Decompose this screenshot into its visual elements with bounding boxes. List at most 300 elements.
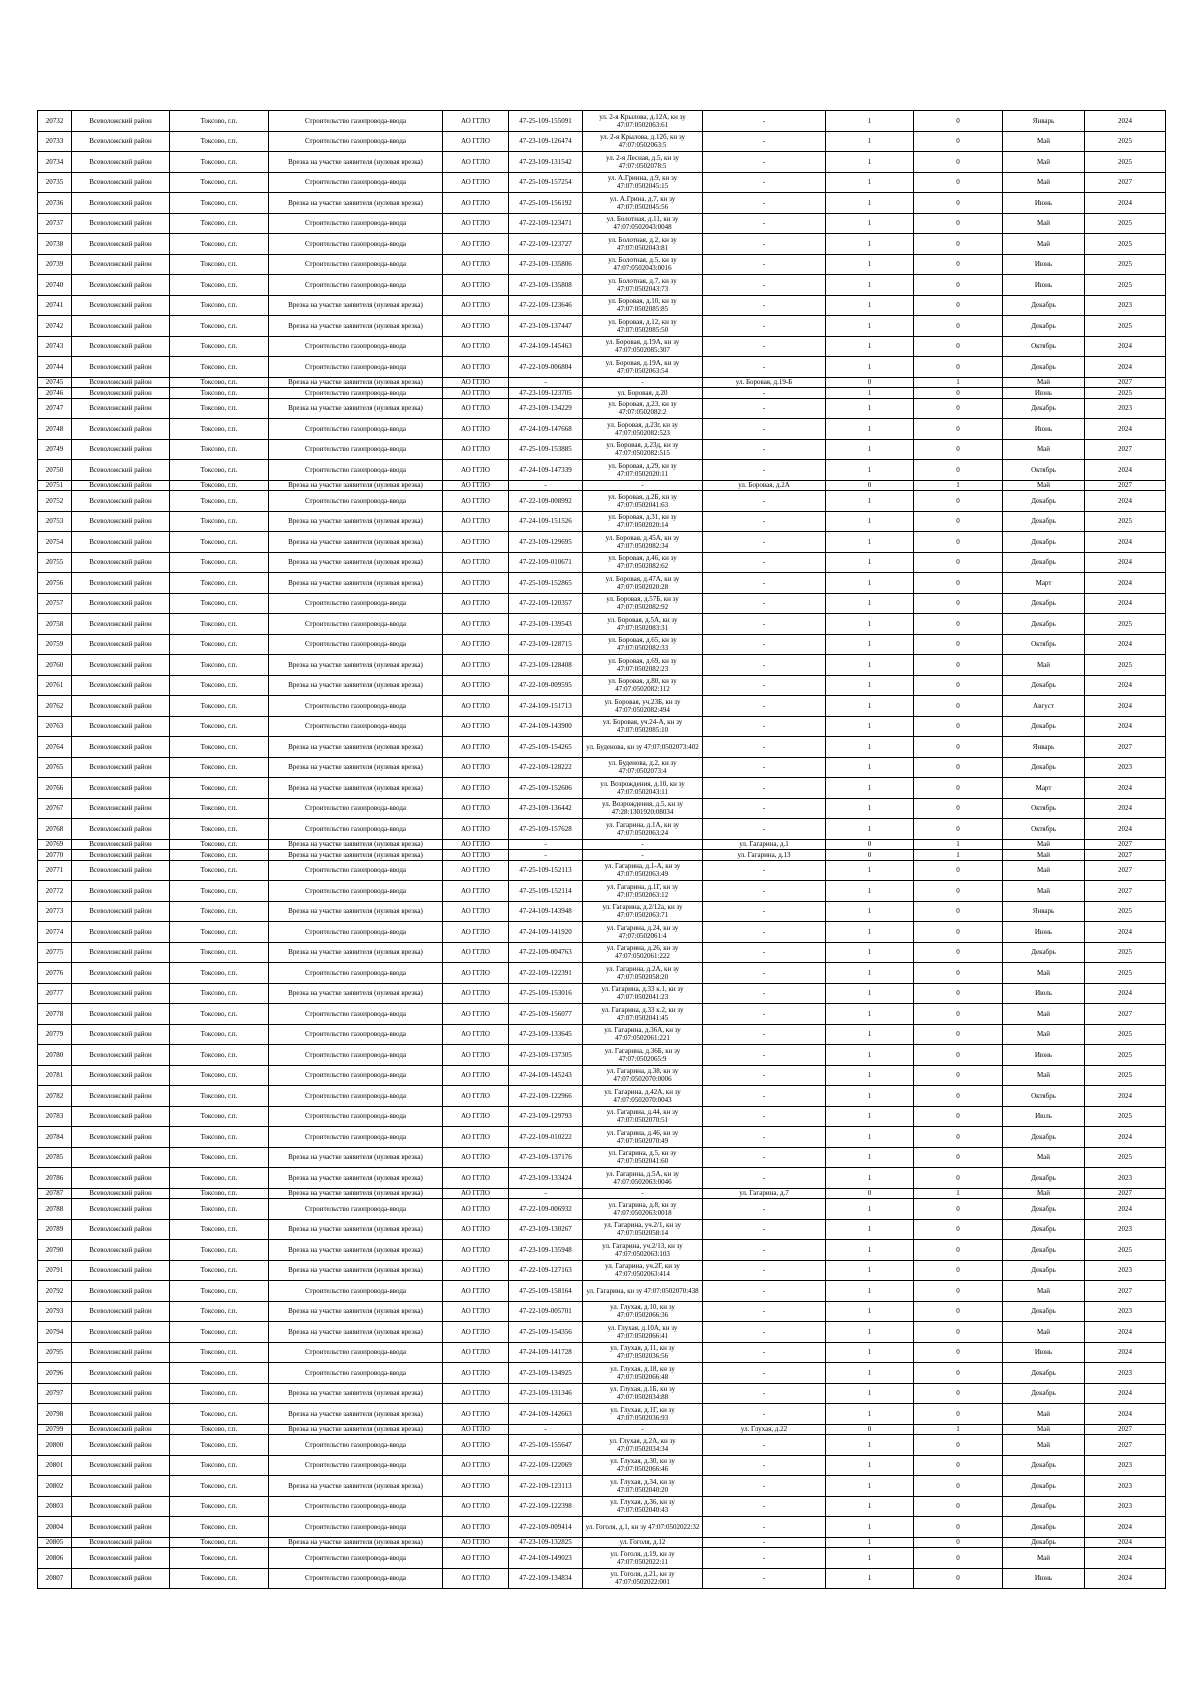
month-cell: Декабрь bbox=[1003, 1517, 1085, 1538]
address-cell: - bbox=[703, 1127, 826, 1148]
row-number: 20803 bbox=[38, 1496, 72, 1517]
work-type-cell: Строительство газопровода-ввода bbox=[269, 1106, 443, 1127]
operator-cell: АО ГГЛО bbox=[443, 942, 509, 963]
year-cell: 2023 bbox=[1085, 1168, 1166, 1189]
row-number: 20797 bbox=[38, 1383, 72, 1404]
district-cell: Всеволожский район bbox=[72, 593, 170, 614]
district-cell: Всеволожский район bbox=[72, 491, 170, 512]
month-cell: Май bbox=[1003, 1147, 1085, 1168]
settlement-cell: Токсово, г.п. bbox=[170, 1188, 269, 1199]
row-number: 20756 bbox=[38, 573, 72, 594]
operator-cell: АО ГГЛО bbox=[443, 377, 509, 388]
address-cell: - bbox=[703, 634, 826, 655]
settlement-cell: Токсово, г.п. bbox=[170, 860, 269, 881]
operator-cell: АО ГГЛО bbox=[443, 1188, 509, 1199]
settlement-cell: Токсово, г.п. bbox=[170, 111, 269, 132]
month-cell: Май bbox=[1003, 850, 1085, 861]
application-number-cell: 47-22-109-123646 bbox=[509, 295, 583, 316]
table-row bbox=[38, 419, 1166, 440]
count-b-cell: 0 bbox=[914, 1168, 1003, 1189]
district-cell: Всеволожский район bbox=[72, 275, 170, 296]
table-row bbox=[38, 1240, 1166, 1261]
cadastral-address-cell: ул. Гагарина, уч.2Г, кн зу 47:07:0502063:414 bbox=[583, 1260, 703, 1281]
work-type-cell: Врезка на участке заявителя (нулевая врезка) bbox=[269, 757, 443, 778]
count-a-cell: 1 bbox=[826, 881, 914, 902]
address-cell: - bbox=[703, 511, 826, 532]
row-number: 20775 bbox=[38, 942, 72, 963]
address-cell: - bbox=[703, 419, 826, 440]
application-number-cell: 47-22-109-123727 bbox=[509, 234, 583, 255]
application-number-cell: - bbox=[509, 1188, 583, 1199]
district-cell: Всеволожский район bbox=[72, 1517, 170, 1538]
application-number-cell: 47-25-109-157254 bbox=[509, 172, 583, 193]
address-cell: - bbox=[703, 275, 826, 296]
cadastral-address-cell: ул. Глухая, д.2А, кн зу 47:07:0502034:34 bbox=[583, 1435, 703, 1456]
year-cell: 2024 bbox=[1085, 1322, 1166, 1343]
application-number-cell: 47-23-109-134925 bbox=[509, 1363, 583, 1384]
count-a-cell: 1 bbox=[826, 1127, 914, 1148]
settlement-cell: Токсово, г.п. bbox=[170, 963, 269, 984]
cadastral-address-cell: ул. Гагарина, уч.2/13, кн зу 47:07:0502063:103 bbox=[583, 1240, 703, 1261]
operator-cell: АО ГГЛО bbox=[443, 1045, 509, 1066]
application-number-cell: 47-22-109-127163 bbox=[509, 1260, 583, 1281]
cadastral-address-cell: ул. Гагарина, д.8, кн зу 47:07:0502063:0018 bbox=[583, 1199, 703, 1220]
table-row bbox=[38, 480, 1166, 491]
settlement-cell: Токсово, г.п. bbox=[170, 1476, 269, 1497]
work-type-cell: Строительство газопровода-ввода bbox=[269, 634, 443, 655]
count-b-cell: 0 bbox=[914, 388, 1003, 399]
count-b-cell: 0 bbox=[914, 357, 1003, 378]
work-type-cell: Врезка на участке заявителя (нулевая врезка) bbox=[269, 511, 443, 532]
operator-cell: АО ГГЛО bbox=[443, 1383, 509, 1404]
operator-cell: АО ГГЛО bbox=[443, 213, 509, 234]
settlement-cell: Токсово, г.п. bbox=[170, 942, 269, 963]
work-type-cell: Строительство газопровода-ввода bbox=[269, 491, 443, 512]
settlement-cell: Токсово, г.п. bbox=[170, 716, 269, 737]
operator-cell: АО ГГЛО bbox=[443, 1496, 509, 1517]
application-number-cell: 47-22-109-010671 bbox=[509, 552, 583, 573]
application-number-cell: 47-23-109-126474 bbox=[509, 131, 583, 152]
table-row bbox=[38, 1024, 1166, 1045]
cadastral-address-cell: ул. Гагарина, д.1А, кн зу 47:07:0502063:24 bbox=[583, 819, 703, 840]
operator-cell: АО ГГЛО bbox=[443, 357, 509, 378]
address-cell: - bbox=[703, 172, 826, 193]
operator-cell: АО ГГЛО bbox=[443, 1363, 509, 1384]
month-cell: Май bbox=[1003, 1435, 1085, 1456]
count-a-cell: 1 bbox=[826, 316, 914, 337]
application-number-cell: 47-22-109-120357 bbox=[509, 593, 583, 614]
count-a-cell: 1 bbox=[826, 254, 914, 275]
district-cell: Всеволожский район bbox=[72, 839, 170, 850]
settlement-cell: Токсово, г.п. bbox=[170, 1424, 269, 1435]
address-cell: ул. Глухая, д.22 bbox=[703, 1424, 826, 1435]
table-row bbox=[38, 1004, 1166, 1025]
address-cell: - bbox=[703, 532, 826, 553]
settlement-cell: Токсово, г.п. bbox=[170, 839, 269, 850]
work-type-cell: Врезка на участке заявителя (нулевая врезка) bbox=[269, 532, 443, 553]
count-b-cell: 0 bbox=[914, 336, 1003, 357]
settlement-cell: Токсово, г.п. bbox=[170, 388, 269, 399]
operator-cell: АО ГГЛО bbox=[443, 1435, 509, 1456]
cadastral-address-cell: ул. Гагарина, д.38, кн зу 47:07:0502070:0006 bbox=[583, 1065, 703, 1086]
work-type-cell: Строительство газопровода-ввода bbox=[269, 860, 443, 881]
month-cell: Январь bbox=[1003, 901, 1085, 922]
settlement-cell: Токсово, г.п. bbox=[170, 1455, 269, 1476]
table-row bbox=[38, 1127, 1166, 1148]
year-cell: 2024 bbox=[1085, 1199, 1166, 1220]
cadastral-address-cell: ул. Боровая, д.23, кн зу 47:07:0502082:2 bbox=[583, 398, 703, 419]
year-cell: 2023 bbox=[1085, 1260, 1166, 1281]
count-b-cell: 0 bbox=[914, 1260, 1003, 1281]
address-cell: - bbox=[703, 388, 826, 399]
work-type-cell: Врезка на участке заявителя (нулевая врезка) bbox=[269, 295, 443, 316]
month-cell: Июль bbox=[1003, 983, 1085, 1004]
operator-cell: АО ГГЛО bbox=[443, 1281, 509, 1302]
address-cell: - bbox=[703, 1024, 826, 1045]
address-cell: - bbox=[703, 737, 826, 758]
application-number-cell: 47-22-109-010222 bbox=[509, 1127, 583, 1148]
row-number: 20734 bbox=[38, 152, 72, 173]
work-type-cell: Строительство газопровода-ввода bbox=[269, 1548, 443, 1569]
settlement-cell: Токсово, г.п. bbox=[170, 491, 269, 512]
settlement-cell: Токсово, г.п. bbox=[170, 1260, 269, 1281]
application-number-cell: 47-25-109-155647 bbox=[509, 1435, 583, 1456]
table-row bbox=[38, 942, 1166, 963]
address-cell: - bbox=[703, 1219, 826, 1240]
cadastral-address-cell: ул. Гагарина, д.33 к.2, кн зу 47:07:0502041:45 bbox=[583, 1004, 703, 1025]
settlement-cell: Токсово, г.п. bbox=[170, 1199, 269, 1220]
settlement-cell: Токсово, г.п. bbox=[170, 275, 269, 296]
settlement-cell: Токсово, г.п. bbox=[170, 778, 269, 799]
row-number: 20772 bbox=[38, 881, 72, 902]
operator-cell: АО ГГЛО bbox=[443, 1127, 509, 1148]
cadastral-address-cell: ул. Боровая, д.80, кн зу 47:07:0502082:112 bbox=[583, 675, 703, 696]
row-number: 20738 bbox=[38, 234, 72, 255]
address-cell: - bbox=[703, 316, 826, 337]
year-cell: 2025 bbox=[1085, 1240, 1166, 1261]
operator-cell: АО ГГЛО bbox=[443, 839, 509, 850]
table-row bbox=[38, 737, 1166, 758]
operator-cell: АО ГГЛО bbox=[443, 963, 509, 984]
address-cell: - bbox=[703, 1281, 826, 1302]
operator-cell: АО ГГЛО bbox=[443, 860, 509, 881]
operator-cell: АО ГГЛО bbox=[443, 295, 509, 316]
count-b-cell: 0 bbox=[914, 573, 1003, 594]
address-cell: - bbox=[703, 193, 826, 214]
count-a-cell: 1 bbox=[826, 111, 914, 132]
application-number-cell: 47-23-109-135806 bbox=[509, 254, 583, 275]
month-cell: Декабрь bbox=[1003, 1537, 1085, 1548]
settlement-cell: Токсово, г.п. bbox=[170, 1322, 269, 1343]
cadastral-address-cell: ул. Гагарина, д.44, кн зу 47:07:0502070:51 bbox=[583, 1106, 703, 1127]
settlement-cell: Токсово, г.п. bbox=[170, 1219, 269, 1240]
count-b-cell: 0 bbox=[914, 1404, 1003, 1425]
work-type-cell: Врезка на участке заявителя (нулевая врезка) bbox=[269, 901, 443, 922]
month-cell: Декабрь bbox=[1003, 295, 1085, 316]
district-cell: Всеволожский район bbox=[72, 778, 170, 799]
count-b-cell: 0 bbox=[914, 172, 1003, 193]
cadastral-address-cell: ул. Болотная, д.2, кн зу 47:07:0502043:81 bbox=[583, 234, 703, 255]
settlement-cell: Токсово, г.п. bbox=[170, 1404, 269, 1425]
count-b-cell: 1 bbox=[914, 480, 1003, 491]
application-number-cell: 47-23-109-136442 bbox=[509, 798, 583, 819]
year-cell: 2024 bbox=[1085, 111, 1166, 132]
operator-cell: АО ГГЛО bbox=[443, 1517, 509, 1538]
work-type-cell: Строительство газопровода-ввода bbox=[269, 1281, 443, 1302]
year-cell: 2023 bbox=[1085, 1496, 1166, 1517]
count-a-cell: 1 bbox=[826, 1342, 914, 1363]
count-b-cell: 0 bbox=[914, 295, 1003, 316]
row-number: 20800 bbox=[38, 1435, 72, 1456]
operator-cell: АО ГГЛО bbox=[443, 573, 509, 594]
operator-cell: АО ГГЛО bbox=[443, 696, 509, 717]
district-cell: Всеволожский район bbox=[72, 532, 170, 553]
row-number: 20783 bbox=[38, 1106, 72, 1127]
count-a-cell: 1 bbox=[826, 1548, 914, 1569]
row-number: 20748 bbox=[38, 419, 72, 440]
year-cell: 2024 bbox=[1085, 532, 1166, 553]
cadastral-address-cell: ул. Гагарина, д.2А, кн зу 47:07:0502058:20 bbox=[583, 963, 703, 984]
count-b-cell: 0 bbox=[914, 1322, 1003, 1343]
cadastral-address-cell: ул. Боровая, д.31, кн зу 47:07:0502020:14 bbox=[583, 511, 703, 532]
count-a-cell: 1 bbox=[826, 1568, 914, 1589]
settlement-cell: Токсово, г.п. bbox=[170, 511, 269, 532]
month-cell: Декабрь bbox=[1003, 1301, 1085, 1322]
operator-cell: АО ГГЛО bbox=[443, 850, 509, 861]
operator-cell: АО ГГЛО bbox=[443, 1322, 509, 1343]
count-b-cell: 0 bbox=[914, 1301, 1003, 1322]
count-a-cell: 1 bbox=[826, 696, 914, 717]
year-cell: 2024 bbox=[1085, 336, 1166, 357]
operator-cell: АО ГГЛО bbox=[443, 234, 509, 255]
application-number-cell: 47-24-109-143948 bbox=[509, 901, 583, 922]
work-type-cell: Строительство газопровода-ввода bbox=[269, 1199, 443, 1220]
row-number: 20799 bbox=[38, 1424, 72, 1435]
district-cell: Всеволожский район bbox=[72, 1168, 170, 1189]
month-cell: Август bbox=[1003, 696, 1085, 717]
address-cell: - bbox=[703, 1404, 826, 1425]
count-a-cell: 1 bbox=[826, 614, 914, 635]
count-a-cell: 1 bbox=[826, 573, 914, 594]
count-a-cell: 1 bbox=[826, 1496, 914, 1517]
settlement-cell: Токсово, г.п. bbox=[170, 377, 269, 388]
count-b-cell: 0 bbox=[914, 1127, 1003, 1148]
count-b-cell: 0 bbox=[914, 1496, 1003, 1517]
year-cell: 2024 bbox=[1085, 778, 1166, 799]
work-type-cell: Врезка на участке заявителя (нулевая врезка) bbox=[269, 193, 443, 214]
district-cell: Всеволожский район bbox=[72, 819, 170, 840]
month-cell: Май bbox=[1003, 152, 1085, 173]
table-row bbox=[38, 696, 1166, 717]
work-type-cell: Врезка на участке заявителя (нулевая врезка) bbox=[269, 552, 443, 573]
month-cell: Декабрь bbox=[1003, 1260, 1085, 1281]
settlement-cell: Токсово, г.п. bbox=[170, 1045, 269, 1066]
operator-cell: АО ГГЛО bbox=[443, 1548, 509, 1569]
count-b-cell: 0 bbox=[914, 634, 1003, 655]
row-number: 20779 bbox=[38, 1024, 72, 1045]
table-row bbox=[38, 1455, 1166, 1476]
work-type-cell: Врезка на участке заявителя (нулевая врезка) bbox=[269, 152, 443, 173]
settlement-cell: Токсово, г.п. bbox=[170, 983, 269, 1004]
row-number: 20786 bbox=[38, 1168, 72, 1189]
row-number: 20736 bbox=[38, 193, 72, 214]
application-number-cell: 47-24-109-141920 bbox=[509, 922, 583, 943]
operator-cell: АО ГГЛО bbox=[443, 1065, 509, 1086]
address-cell: - bbox=[703, 1147, 826, 1168]
row-number: 20733 bbox=[38, 131, 72, 152]
address-cell: ул. Гагарина, д.13 bbox=[703, 850, 826, 861]
operator-cell: АО ГГЛО bbox=[443, 1004, 509, 1025]
count-a-cell: 1 bbox=[826, 675, 914, 696]
count-b-cell: 0 bbox=[914, 593, 1003, 614]
count-b-cell: 0 bbox=[914, 675, 1003, 696]
application-number-cell: - bbox=[509, 480, 583, 491]
settlement-cell: Токсово, г.п. bbox=[170, 757, 269, 778]
settlement-cell: Токсово, г.п. bbox=[170, 1086, 269, 1107]
district-cell: Всеволожский район bbox=[72, 1435, 170, 1456]
table-row bbox=[38, 922, 1166, 943]
work-type-cell: Врезка на участке заявителя (нулевая врезка) bbox=[269, 573, 443, 594]
district-cell: Всеволожский район bbox=[72, 922, 170, 943]
year-cell: 2023 bbox=[1085, 1476, 1166, 1497]
cadastral-address-cell: ул. Болотная, д.5, кн зу 47:07:0502043:0016 bbox=[583, 254, 703, 275]
table-row bbox=[38, 172, 1166, 193]
year-cell: 2027 bbox=[1085, 377, 1166, 388]
cadastral-address-cell: - bbox=[583, 480, 703, 491]
settlement-cell: Токсово, г.п. bbox=[170, 881, 269, 902]
year-cell: 2024 bbox=[1085, 460, 1166, 481]
address-cell: - bbox=[703, 439, 826, 460]
count-a-cell: 1 bbox=[826, 942, 914, 963]
address-cell: - bbox=[703, 593, 826, 614]
cadastral-address-cell: ул. Боровая, д.29, кн зу 47:07:0502020:11 bbox=[583, 460, 703, 481]
table-row bbox=[38, 1363, 1166, 1384]
application-number-cell: 47-22-109-009414 bbox=[509, 1517, 583, 1538]
count-a-cell: 1 bbox=[826, 922, 914, 943]
district-cell: Всеволожский район bbox=[72, 1045, 170, 1066]
count-b-cell: 0 bbox=[914, 716, 1003, 737]
cadastral-address-cell: ул. А.Гринна, д.9, кн зу 47:07:0502045:15 bbox=[583, 172, 703, 193]
settlement-cell: Токсово, г.п. bbox=[170, 1342, 269, 1363]
operator-cell: АО ГГЛО bbox=[443, 552, 509, 573]
row-number: 20755 bbox=[38, 552, 72, 573]
year-cell: 2025 bbox=[1085, 1065, 1166, 1086]
year-cell: 2027 bbox=[1085, 480, 1166, 491]
month-cell: Май bbox=[1003, 377, 1085, 388]
settlement-cell: Токсово, г.п. bbox=[170, 1548, 269, 1569]
work-type-cell: Строительство газопровода-ввода bbox=[269, 1435, 443, 1456]
district-cell: Всеволожский район bbox=[72, 983, 170, 1004]
year-cell: 2024 bbox=[1085, 1383, 1166, 1404]
application-number-cell: 47-23-109-123705 bbox=[509, 388, 583, 399]
year-cell: 2023 bbox=[1085, 757, 1166, 778]
table-row bbox=[38, 1548, 1166, 1569]
month-cell: Июнь bbox=[1003, 1045, 1085, 1066]
work-type-cell: Строительство газопровода-ввода bbox=[269, 419, 443, 440]
operator-cell: АО ГГЛО bbox=[443, 983, 509, 1004]
year-cell: 2025 bbox=[1085, 511, 1166, 532]
count-b-cell: 0 bbox=[914, 1199, 1003, 1220]
table-row bbox=[38, 839, 1166, 850]
application-number-cell: 47-22-109-122398 bbox=[509, 1496, 583, 1517]
count-b-cell: 0 bbox=[914, 1548, 1003, 1569]
work-type-cell: Строительство газопровода-ввода bbox=[269, 111, 443, 132]
count-a-cell: 1 bbox=[826, 1147, 914, 1168]
cadastral-address-cell: - bbox=[583, 839, 703, 850]
settlement-cell: Токсово, г.п. bbox=[170, 1127, 269, 1148]
district-cell: Всеволожский район bbox=[72, 901, 170, 922]
count-b-cell: 0 bbox=[914, 1476, 1003, 1497]
work-type-cell: Врезка на участке заявителя (нулевая врезка) bbox=[269, 1240, 443, 1261]
cadastral-address-cell: ул. Гагарина, д.5А, кн зу 47:07:0502063:0046 bbox=[583, 1168, 703, 1189]
year-cell: 2024 bbox=[1085, 1404, 1166, 1425]
address-cell: - bbox=[703, 675, 826, 696]
row-number: 20758 bbox=[38, 614, 72, 635]
year-cell: 2023 bbox=[1085, 1363, 1166, 1384]
year-cell: 2027 bbox=[1085, 439, 1166, 460]
work-type-cell: Врезка на участке заявителя (нулевая врезка) bbox=[269, 778, 443, 799]
work-type-cell: Врезка на участке заявителя (нулевая врезка) bbox=[269, 1404, 443, 1425]
count-a-cell: 1 bbox=[826, 1435, 914, 1456]
settlement-cell: Токсово, г.п. bbox=[170, 1568, 269, 1589]
year-cell: 2023 bbox=[1085, 295, 1166, 316]
address-cell: - bbox=[703, 295, 826, 316]
month-cell: Май bbox=[1003, 439, 1085, 460]
operator-cell: АО ГГЛО bbox=[443, 634, 509, 655]
count-a-cell: 1 bbox=[826, 1199, 914, 1220]
address-cell: - bbox=[703, 1455, 826, 1476]
row-number: 20795 bbox=[38, 1342, 72, 1363]
row-number: 20778 bbox=[38, 1004, 72, 1025]
settlement-cell: Токсово, г.п. bbox=[170, 1301, 269, 1322]
table-row bbox=[38, 1219, 1166, 1240]
year-cell: 2025 bbox=[1085, 316, 1166, 337]
table-row bbox=[38, 983, 1166, 1004]
district-cell: Всеволожский район bbox=[72, 696, 170, 717]
cadastral-address-cell: ул. Боровая, д.46, кн зу 47:07:0502082:62 bbox=[583, 552, 703, 573]
count-b-cell: 0 bbox=[914, 963, 1003, 984]
row-number: 20739 bbox=[38, 254, 72, 275]
count-b-cell: 0 bbox=[914, 737, 1003, 758]
address-cell: - bbox=[703, 1568, 826, 1589]
district-cell: Всеволожский район bbox=[72, 1342, 170, 1363]
settlement-cell: Токсово, г.п. bbox=[170, 1517, 269, 1538]
month-cell: Декабрь bbox=[1003, 1455, 1085, 1476]
district-cell: Всеволожский район bbox=[72, 234, 170, 255]
operator-cell: АО ГГЛО bbox=[443, 131, 509, 152]
work-type-cell: Врезка на участке заявителя (нулевая врезка) bbox=[269, 1301, 443, 1322]
month-cell: Июнь bbox=[1003, 275, 1085, 296]
year-cell: 2027 bbox=[1085, 860, 1166, 881]
month-cell: Октябрь bbox=[1003, 1086, 1085, 1107]
operator-cell: АО ГГЛО bbox=[443, 172, 509, 193]
application-number-cell: 47-25-109-154356 bbox=[509, 1322, 583, 1343]
address-cell: - bbox=[703, 1168, 826, 1189]
table-row bbox=[38, 881, 1166, 902]
application-number-cell: 47-22-109-009595 bbox=[509, 675, 583, 696]
count-a-cell: 1 bbox=[826, 983, 914, 1004]
district-cell: Всеволожский район bbox=[72, 295, 170, 316]
operator-cell: АО ГГЛО bbox=[443, 1168, 509, 1189]
address-cell: - bbox=[703, 1342, 826, 1363]
district-cell: Всеволожский район bbox=[72, 1383, 170, 1404]
month-cell: Май bbox=[1003, 963, 1085, 984]
month-cell: Декабрь bbox=[1003, 593, 1085, 614]
year-cell: 2025 bbox=[1085, 1045, 1166, 1066]
count-b-cell: 0 bbox=[914, 316, 1003, 337]
work-type-cell: Строительство газопровода-ввода bbox=[269, 1517, 443, 1538]
row-number: 20788 bbox=[38, 1199, 72, 1220]
